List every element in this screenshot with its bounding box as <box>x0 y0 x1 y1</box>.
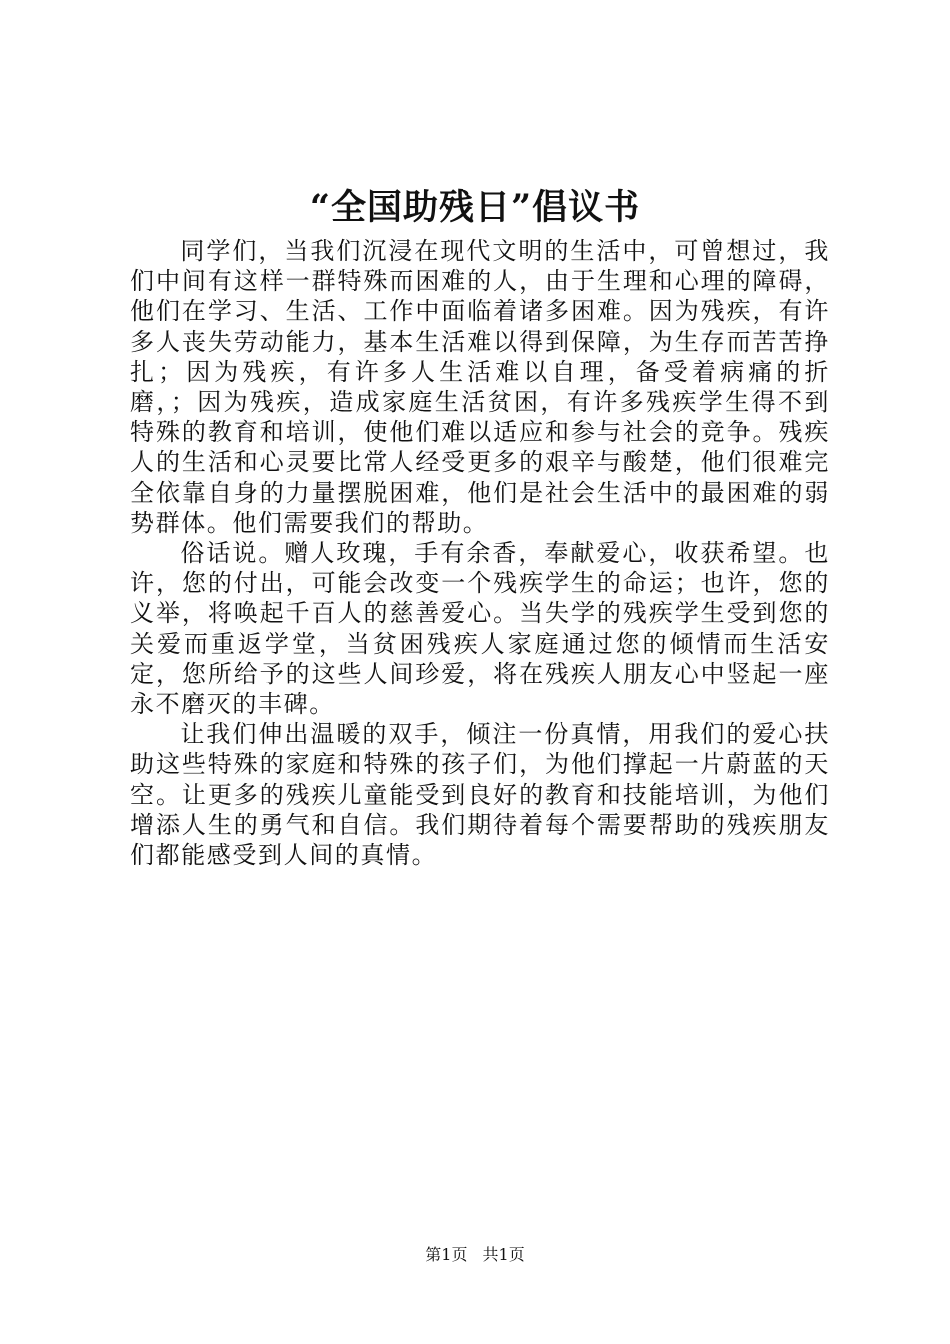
document-title: “全国助残日”倡议书 <box>309 187 641 228</box>
paragraph-2: 俗话说。赠人玫瑰，手有余香，奉献爱心，收获希望。也许，您的付出，可能会改变一个残疾学生的命运；也许，您的义举，将唤起千百人的慈善爱心。当失学的残疾学生受到您的关爱而重返学堂，当贫困残疾人家庭通过您的倾情而生活安定，您所给予的这些人间珍爱，将在残疾人朋友心中竖起一座永不磨灭的丰碑。 <box>130 539 830 719</box>
page-number: 第1页 <box>425 1245 468 1264</box>
paragraph-1: 同学们，当我们沉浸在现代文明的生活中，可曾想过，我们中间有这样一群特殊而困难的人，由于生理和心理的障碍，他们在学习、生活、工作中面临着诸多困难。因为残疾，有许多人丧失劳动能力，基本生活难以得到保障，为生存而苦苦挣扎；因为残疾，有许多人生活难以自理，备受着病痛的折磨，；因为残疾，造成家庭生活贫困，有许多残疾学生得不到特殊的教育和培训，使他们难以适应和参与社会的竞争。残疾人的生活和心灵要比常人经受更多的艰辛与酸楚，他们很难完全依靠自身的力量摆脱困难，他们是社会生活中的最困难的弱势群体。他们需要我们的帮助。 <box>130 237 830 537</box>
document-body <box>130 236 830 870</box>
page-footer <box>0 1244 950 1266</box>
paragraph-3: 让我们伸出温暖的双手，倾注一份真情，用我们的爱心扶助这些特殊的家庭和特殊的孩子们，为他们撑起一片蔚蓝的天空。让更多的残疾儿童能受到良好的教育和技能培训，为他们增添人生的勇气和自信。我们期待着每个需要帮助的残疾朋友们都能感受到人间的真情。 <box>130 720 830 870</box>
page-total: 共1页 <box>482 1245 525 1264</box>
